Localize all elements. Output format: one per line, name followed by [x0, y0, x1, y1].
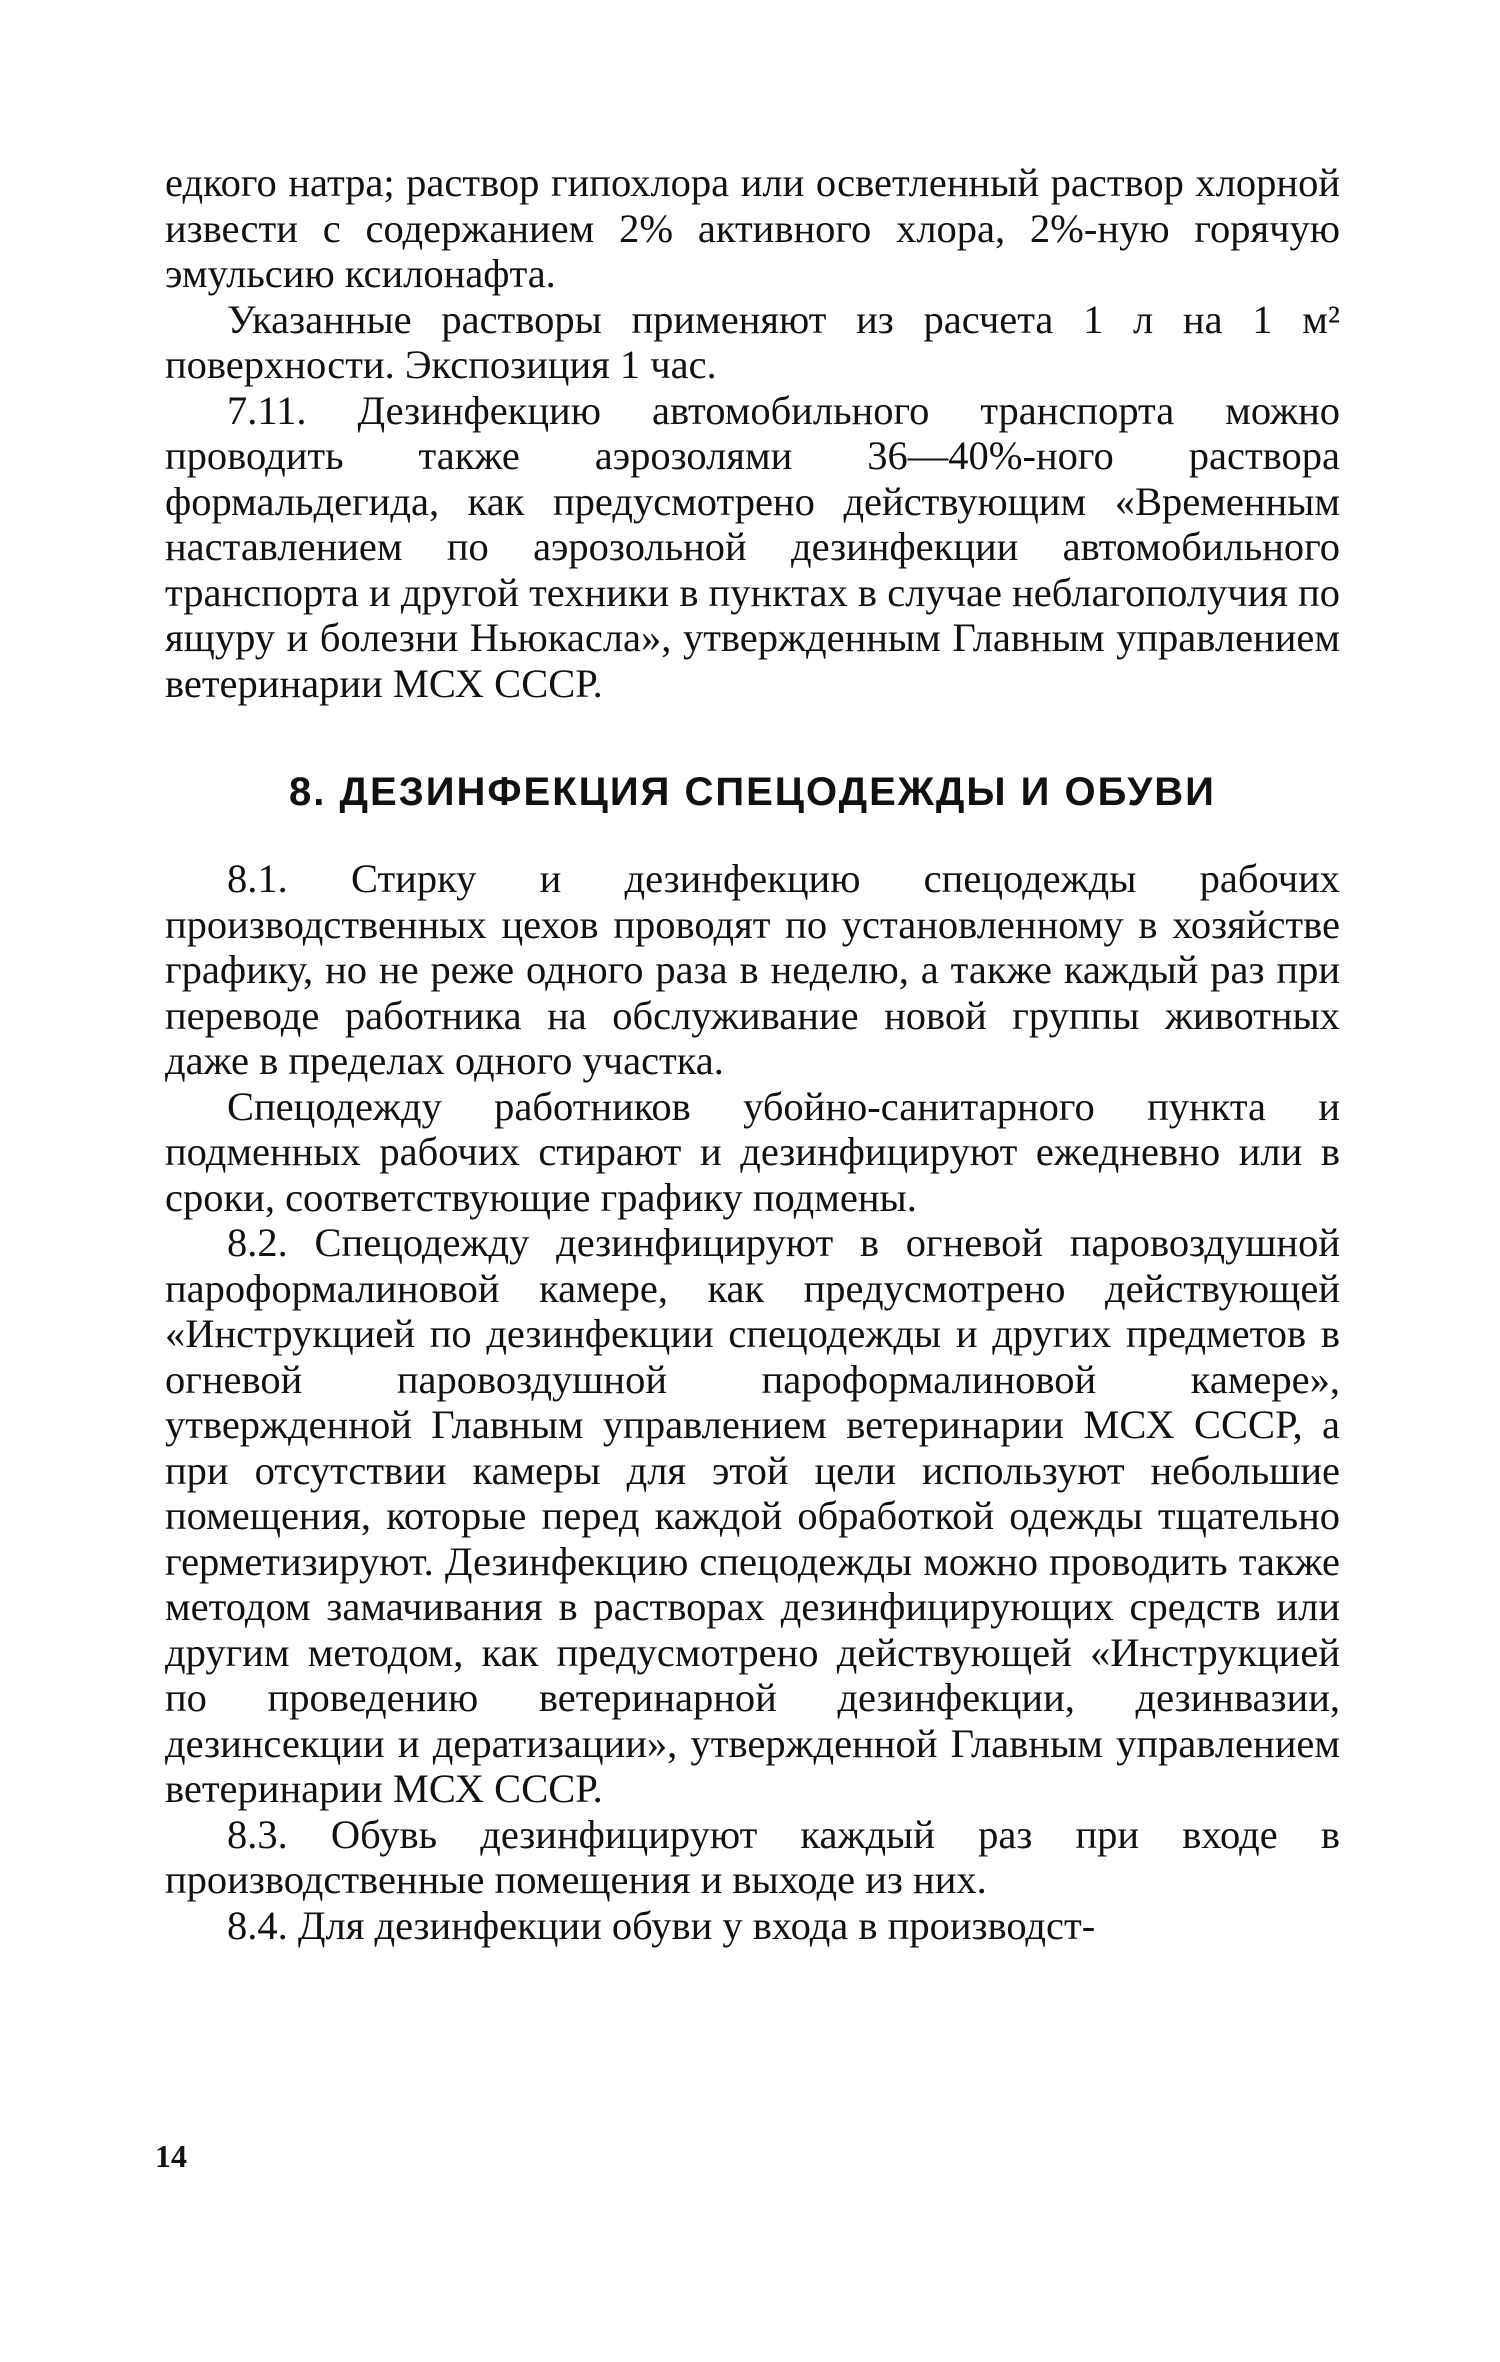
paragraph-8-1: 8.1. Стирку и дезинфекцию спецодежды рабочих производственных цехов проводят по установленному в хозяйстве графику, но не реже одного раза в неделю, а также каждый раз при переводе работника на обслуживание новой группы животных даже в пределах одного участка.	[165, 856, 1340, 1083]
paragraph-norm-rate: Указанные растворы применяют из расчета 1 л на 1 м² поверхности. Экспозиция 1 час.	[165, 296, 1340, 387]
page-number	[155, 2138, 187, 2174]
paragraph-8-4: 8.4. Для дезинфекции обуви у входа в производст-	[227, 1902, 1096, 1948]
page-content	[165, 160, 1340, 1948]
paragraph-7-11: 7.11. Дезинфекцию автомобильного транспорта можно проводить также аэрозолями 36—40%-ного раствора формальдегида, как предусмотрено действующим «Временным наставлением по аэрозольной дезинфекции автомобильного транспорта и другой техники в пунктах в случае неблагополучия по ящуру и болезни Ньюкасла», утвержденным Главным управлением ветеринарии МСХ СССР.	[165, 387, 1340, 706]
page-number-text: 14	[155, 2138, 187, 2174]
paragraph-8-1-continuation: Спецодежду работников убойно-санитарного пункта и подменных рабочих стирают и дезинфицируют ежедневно или в сроки, соответствующие графику подмены.	[165, 1083, 1340, 1220]
paragraph-8-2: 8.2. Спецодежду дезинфицируют в огневой паровоздушной пароформалиновой камере, как предусмотрено действующей «Инструкцией по дезинфекции спецодежды и других предметов в огневой паровоздушной пароформалиновой камере», утвержденной Главным управлением ветеринарии МСХ СССР, а при отсутствии камеры для этой цели используют небольшие помещения, которые перед каждой обработкой одежды тщательно герметизируют. Дезинфекцию спецодежды можно проводить также методом замачивания в растворах дезинфицирующих средств или другим методом, как предусмотрено действующей «Инструкцией по проведению ветеринарной дезинфекции, дезинвазии, дезинсекции и дератизации», утвержденной Главным управлением ветеринарии МСХ СССР.	[165, 1220, 1340, 1811]
paragraph-8-3: 8.3. Обувь дезинфицируют каждый раз при входе в производственные помещения и выходе из них.	[165, 1811, 1340, 1902]
paragraph-7-continuation: едкого натра; раствор гипохлора или осветленный раствор хлорной извести с содержанием 2% активного хлора, 2%-ную горячую эмульсию ксилонафта.	[165, 160, 1340, 296]
section-heading: 8. ДЕЗИНФЕКЦИЯ СПЕЦОДЕЖДЫ И ОБУВИ	[289, 770, 1216, 814]
